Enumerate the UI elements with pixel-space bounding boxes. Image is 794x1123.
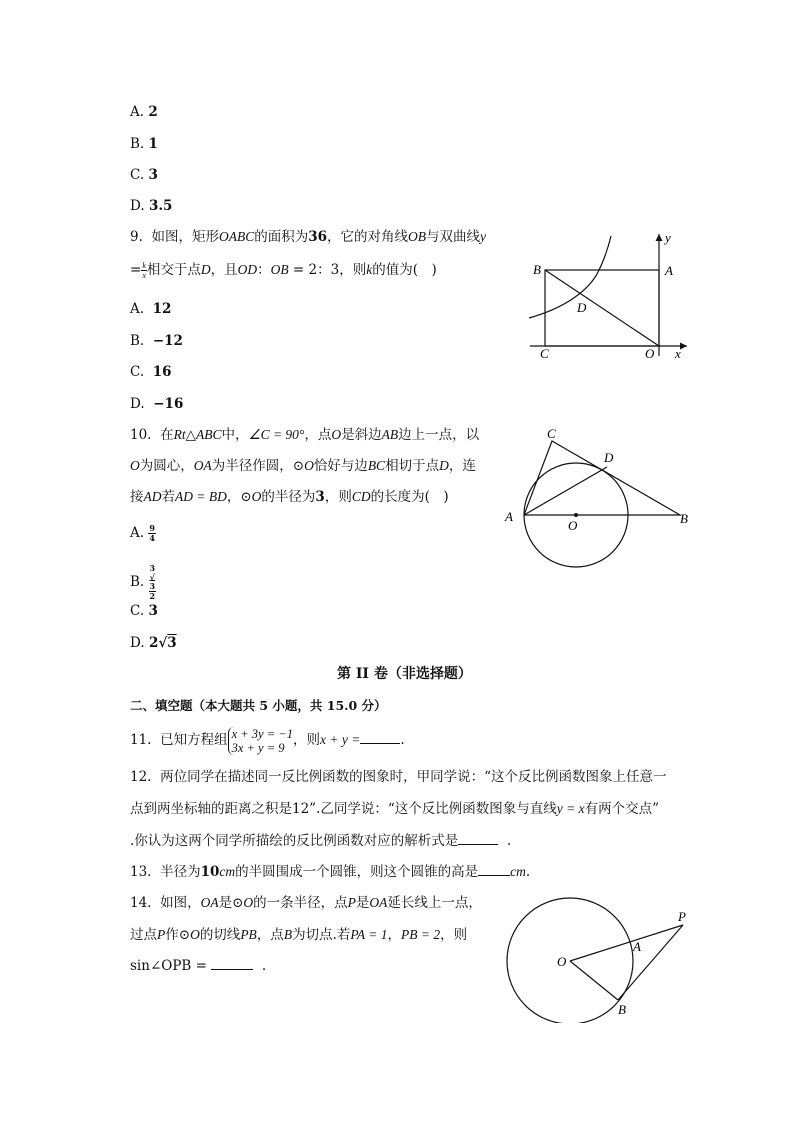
q8-option-c: C. 3 xyxy=(130,167,158,183)
q13: 13. 半径为10cm的半圆围成一个圆锥，则这个圆锥的高是 cm. xyxy=(130,864,531,880)
q14-line-1: 14. 如图，OA是⊙O的一条半径，点P是OA延长线上一点， xyxy=(130,895,482,911)
q10-label-o: O xyxy=(568,518,578,533)
q14-label-a: A xyxy=(633,939,641,954)
q10-option-c: C. 3 xyxy=(130,603,158,619)
q9-option-b: B. −12 xyxy=(130,333,183,349)
q14-label-p: P xyxy=(678,909,686,924)
q9-option-c: C. 16 xyxy=(130,364,172,380)
q9-label-x: x xyxy=(675,346,681,361)
section2-heading: 二、填空题（本大题共 5 小题，共 15.0 分） xyxy=(130,698,387,713)
q9-label-a: A xyxy=(665,263,673,278)
q12-line-3: .你认为这两个同学所描绘的反比例函数对应的解析式是 . xyxy=(130,833,512,849)
q8-option-b: B. 1 xyxy=(130,136,158,152)
q14-line-3: sin∠OPB = . xyxy=(130,958,267,974)
q10-option-a: A. $\frac{9}{4}$ xyxy=(130,523,155,543)
q8-option-d: D. 3.5 xyxy=(130,198,173,214)
q9-label-b: B xyxy=(533,262,541,277)
q9-label-c: C xyxy=(540,346,549,361)
q11-system: x + 3y = −1 3x + y = 9 xyxy=(228,727,293,755)
q10-line-2: O为圆心，OA为半径作圆，⊙O恰好与边BC相切于点D，连 xyxy=(130,458,476,474)
q9-diagonal xyxy=(545,270,659,346)
q14-label-o: O xyxy=(557,954,567,969)
q9-line-1: 9. 如图，矩形OABC的面积为36，它的对角线OB与双曲线y xyxy=(130,229,487,245)
q14-figure xyxy=(505,893,705,1023)
q10-option-b: B. 3 √ 3 2 xyxy=(130,563,156,601)
q9-option-d: D. −16 xyxy=(130,396,184,412)
q10-segment-ad xyxy=(524,467,607,515)
q8-option-a: A. 2 xyxy=(130,104,158,120)
q12-line-1: 12. 两位同学在描述同一反比例函数的图象时，甲同学说：“这个反比例函数图象上任意一 xyxy=(130,769,667,785)
q9-figure xyxy=(525,228,695,363)
q10-center-point xyxy=(574,513,578,517)
q9-label-y: y xyxy=(665,230,671,245)
q10-label-b: B xyxy=(680,511,688,526)
q9-label-o: O xyxy=(645,346,655,361)
q9-option-a: A. 12 xyxy=(130,301,172,317)
q10-label-d: D xyxy=(604,450,614,465)
q10-option-d: D. 2√3 xyxy=(130,635,177,651)
q14-label-b: B xyxy=(618,1002,626,1017)
q14-segment-op xyxy=(570,925,683,961)
section-title: 第 II 卷（非选择题） xyxy=(337,666,472,682)
q9-label-d: D xyxy=(577,300,587,315)
q10-line-3: 接AD若AD = BD，⊙O的半径为3，则CD的长度为( ) xyxy=(130,489,449,505)
q10-label-a: A xyxy=(505,509,513,524)
q12-line-2: 点到两坐标轴的距离之积是12”.乙同学说：“这个反比例函数图象与直线y = x有两个交点” xyxy=(130,801,660,817)
q14-segment-ob xyxy=(570,961,618,1000)
q10-line-1: 10. 在Rt△ABC中，∠C = 90°，点O是斜边AB边上一点，以 xyxy=(130,427,480,443)
q11: 11. 已知方程组 x + 3y = −1 3x + y = 9 ，则x + y = . xyxy=(130,726,405,755)
q10-figure xyxy=(500,425,700,570)
q9-line-2: = $\frac{k}{x}$ 相交于点D，且OD：OB = 2：3，则k的值为( ) xyxy=(130,261,437,280)
q10-label-c: C xyxy=(547,426,556,441)
q14-line-2: 过点P作⊙O的切线PB，点B为切点.若PA = 1，PB = 2，则 xyxy=(130,927,468,943)
q10-triangle xyxy=(524,441,680,515)
q9-fraction: $\frac{k}{x}$ xyxy=(142,261,146,280)
